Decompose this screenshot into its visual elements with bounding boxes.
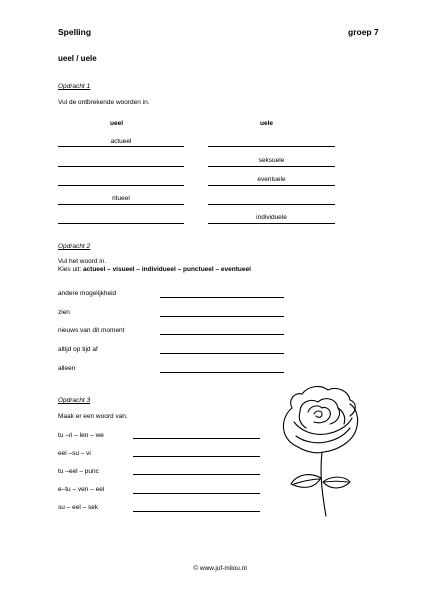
answer-line[interactable]	[133, 474, 260, 475]
example-word: ritueel	[112, 195, 130, 202]
exercise2-prompt: alleen	[58, 365, 76, 372]
exercise2-prompt: andere mogelijkheid	[58, 290, 117, 297]
answer-line[interactable]	[160, 372, 284, 373]
footer-credit: © www.juf-milou.nl	[193, 565, 247, 572]
exercise3-prompt: tu –ri – len – we	[58, 432, 104, 439]
answer-line[interactable]	[160, 353, 284, 354]
exercise3-prompt: tu –eel – punc	[58, 468, 99, 475]
choose-words: actueel – visueel – individueel – punctueel – eventueel	[82, 266, 251, 273]
answer-line[interactable]	[208, 185, 335, 186]
answer-line[interactable]	[160, 316, 284, 317]
answer-line[interactable]	[58, 146, 184, 147]
exercise1-title: Opdracht 1	[58, 83, 91, 90]
answer-line[interactable]	[160, 334, 284, 335]
exercise1-instruction: Vul de ontbrekende woorden in.	[58, 99, 150, 106]
exercise3-instruction: Maak er een woord van.	[58, 413, 128, 420]
answer-line[interactable]	[58, 204, 184, 205]
answer-line[interactable]	[208, 204, 335, 205]
exercise2-word-choices	[58, 266, 251, 275]
answer-line[interactable]	[58, 166, 184, 167]
choose-prefix: Kies uit:	[58, 266, 83, 273]
rose-leaf-right	[323, 477, 350, 488]
exercise2-prompt: nieuws van dit moment	[58, 327, 125, 334]
rose-petal	[294, 418, 352, 434]
example-word: individuele	[256, 214, 287, 221]
answer-line[interactable]	[58, 185, 184, 186]
answer-line[interactable]	[133, 456, 260, 457]
subject-title: Spelling	[58, 27, 92, 37]
answer-line[interactable]	[133, 511, 260, 512]
example-word: actueel	[110, 138, 132, 145]
rose-petal	[314, 411, 322, 417]
column-header-uele: uele	[260, 120, 274, 127]
group-label: groep 7	[348, 27, 379, 37]
answer-line[interactable]	[133, 493, 260, 494]
exercise3-title: Opdracht 3	[58, 397, 91, 404]
rose-illustration	[270, 378, 380, 518]
topic-title: ueel / uele	[58, 54, 97, 63]
answer-line[interactable]	[208, 223, 335, 224]
exercise2-prompt: altijd op tijd af	[58, 346, 98, 353]
example-word: eventuele	[257, 176, 286, 183]
rose-petal	[308, 406, 330, 423]
answer-line[interactable]	[58, 223, 184, 224]
example-word: seksuele	[258, 157, 285, 164]
answer-line[interactable]	[208, 166, 335, 167]
exercise2-title: Opdracht 2	[58, 243, 91, 250]
column-header-ueel: ueel	[110, 120, 124, 127]
exercise2-instruction: Vul het woord in.	[58, 258, 107, 265]
exercise3-prompt: eel –su – vi	[58, 450, 91, 457]
exercise3-prompt: e–tu – ven – eel	[58, 486, 105, 493]
answer-line[interactable]	[133, 438, 260, 439]
exercise3-prompt: su – eel – sek	[58, 504, 99, 511]
answer-line[interactable]	[208, 146, 335, 147]
exercise2-prompt: zien	[58, 309, 70, 316]
answer-line[interactable]	[160, 297, 284, 298]
